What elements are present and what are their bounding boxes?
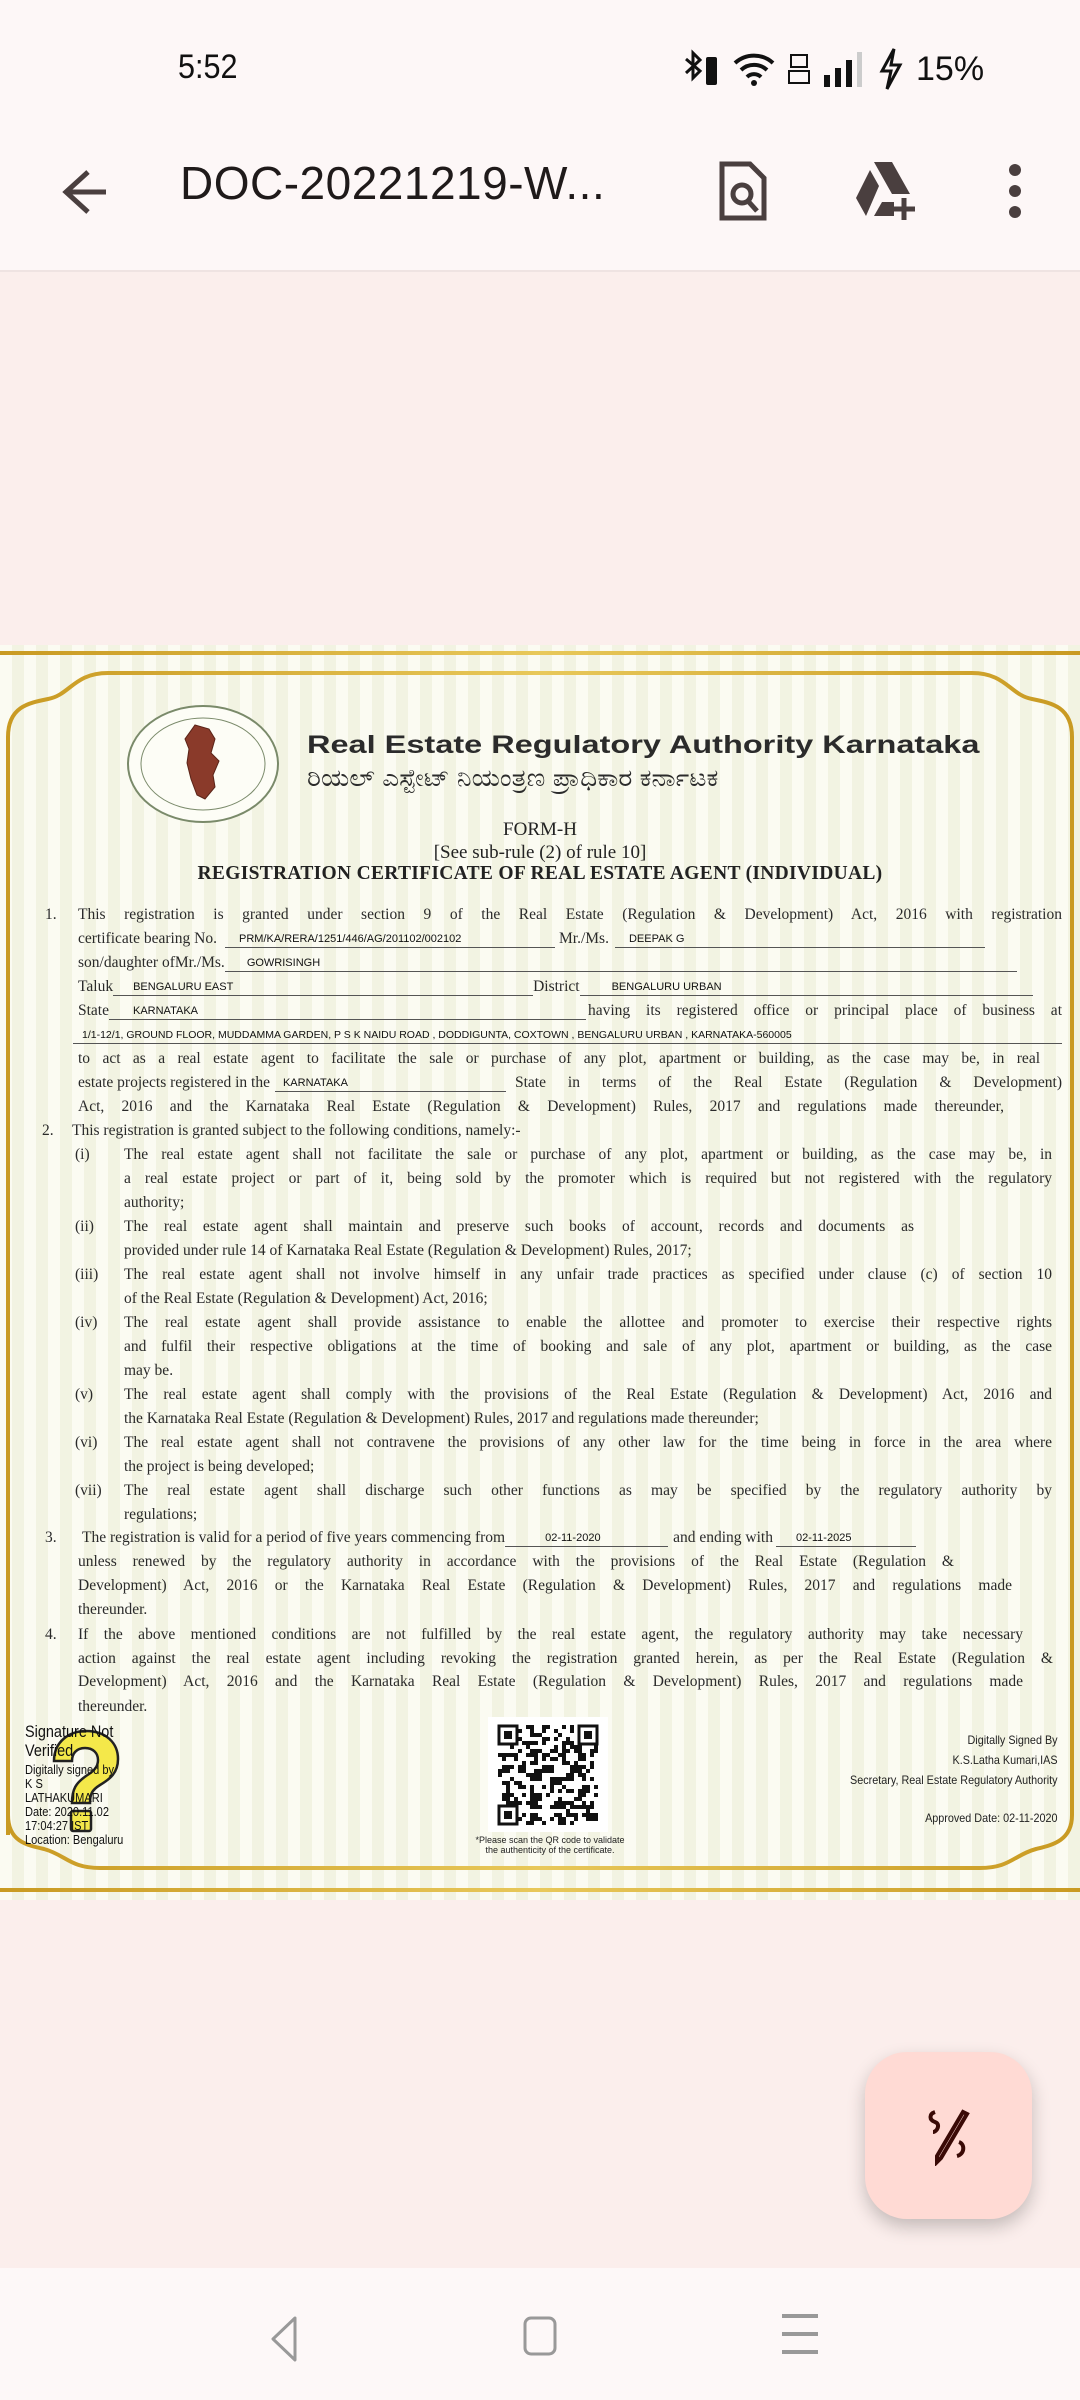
signature-status: Verified — [25, 1741, 74, 1760]
edit-sign-icon — [919, 2106, 979, 2166]
form-title: FORM-H — [503, 819, 577, 840]
parent-name: GOWRISINGH — [225, 954, 1017, 972]
condition-text: The real estate agent shall discharge such other functions as may be specified by the regulatory authority by — [124, 1482, 1052, 1499]
condition-text: and fulfil their respective obligations at the time of booking and sale of any plot, apartment or building, as the case — [124, 1338, 1052, 1355]
certificate-page — [0, 645, 1080, 1900]
more-vert-icon[interactable] — [982, 158, 1048, 224]
district-value: BENGALURU URBAN — [580, 978, 1033, 996]
signature-line: 17:04:27 IST — [25, 1818, 89, 1833]
office-address: 1/1-12/1, GROUND FLOOR, MUDDAMMA GARDEN, P S K NAIDU ROAD , DODDIGUNTA, COXTOWN , BENGALURU URBAN , KARNATAKA-560005 — [73, 1026, 1062, 1044]
signature-line: Date: 2020.11.02 — [25, 1804, 109, 1819]
clause-text: thereunder. — [78, 1698, 148, 1715]
condition-text: The real estate agent shall not facilitate the sale or purchase of any plot, apartment or building, as the case may be, in — [124, 1146, 1052, 1163]
condition-text: The real estate agent shall provide assistance to enable the allottee and promoter to exercise their respective rights — [124, 1314, 1052, 1331]
form-subrule: [See sub-rule (2) of rule 10] — [433, 842, 647, 863]
condition-text: the project is being developed; — [124, 1458, 315, 1475]
signature-status: Signature Not — [25, 1722, 114, 1741]
condition-number: (v) — [75, 1386, 94, 1403]
wifi-icon — [732, 49, 776, 89]
signed-by-block — [850, 1730, 1058, 1828]
file-search-icon[interactable] — [710, 158, 776, 224]
battery-percent: 15% — [916, 49, 985, 88]
signature-line: LATHAKUMARI — [25, 1790, 103, 1805]
condition-text: provided under rule 14 of Karnataka Real Estate (Regulation & Development) Rules, 2017; — [124, 1242, 692, 1259]
qr-caption-line: the authenticity of the certificate. — [485, 1845, 615, 1855]
nav-recents-icon[interactable] — [770, 2308, 830, 2368]
certificate-heading: REGISTRATION CERTIFICATE OF REAL ESTATE AGENT (INDIVIDUAL) — [197, 863, 883, 884]
app-bar — [0, 130, 1080, 272]
approved-date: Approved Date: 02-11-2020 — [925, 1811, 1058, 1825]
registration-number: PRM/KA/RERA/1251/446/AG/201102/002102 — [225, 930, 555, 948]
status-bar — [0, 0, 1080, 130]
qr-caption-line: *Please scan the QR code to validate — [475, 1835, 625, 1845]
condition-text: authority; — [124, 1194, 185, 1211]
signature-line: Location: Bengaluru — [25, 1832, 124, 1847]
condition-number: (iv) — [75, 1314, 98, 1331]
digital-signature-block[interactable] — [25, 1723, 123, 1847]
valid-from-date: 02-11-2020 — [505, 1529, 668, 1547]
condition-text: regulations; — [124, 1506, 198, 1523]
condition-number: (vi) — [75, 1434, 98, 1451]
condition-text: a real estate project or part of it, being sold by the promoter which is required but not registered with the regulatory — [124, 1170, 1052, 1187]
project-state: KARNATAKA — [275, 1074, 506, 1092]
condition-number: (iii) — [75, 1266, 99, 1283]
condition-text: may be. — [124, 1362, 174, 1379]
label-taluk: Taluk — [78, 978, 114, 995]
signer-name: K.S.Latha Kumari,IAS — [952, 1753, 1058, 1767]
clause-text: Act, 2016 and the Karnataka Real Estate (Regulation & Development) Rules, 2017 and regulations made thereunder, — [78, 1098, 1004, 1115]
qr-code — [488, 1717, 608, 1832]
clause-text: This registration is granted under section 9 of the Real Estate (Regulation & Development) Act, 2016 with registration — [78, 906, 1062, 923]
taluk-value: BENGALURU EAST — [113, 978, 533, 996]
clause-number: 3. — [45, 1529, 57, 1546]
label-parent: son/daughter ofMr./Ms. — [78, 954, 225, 971]
condition-number: (i) — [75, 1146, 90, 1163]
clause-text: State in terms of the Real Estate (Regulation & Development) — [514, 1074, 1062, 1091]
condition-text: of the Real Estate (Regulation & Development) Act, 2016; — [124, 1290, 488, 1307]
back-arrow-icon[interactable] — [52, 160, 116, 224]
clause-text: If the above mentioned conditions are not fulfilled by the real estate agent, the regulatory authority may take necessary — [78, 1626, 1023, 1643]
clause-text: thereunder. — [78, 1601, 148, 1618]
navigation-bar — [0, 2268, 1080, 2400]
label-district: District — [533, 978, 580, 995]
signal-icon — [822, 49, 866, 89]
organization-name: Real Estate Regulatory Authority Karnataka — [307, 731, 980, 759]
clause-number: 2. — [42, 1122, 54, 1139]
bluetooth-icon — [682, 49, 720, 89]
condition-text: The real estate agent shall comply with the provisions of the Real Estate (Regulation & Development) Act, 2016 and — [124, 1386, 1052, 1403]
state-value: KARNATAKA — [109, 1002, 586, 1020]
nav-back-icon[interactable] — [255, 2308, 315, 2368]
clause-text: estate projects registered in the — [78, 1074, 270, 1091]
organization-name-kannada: ರಿಯಲ್ ಎಸ್ಟೇಟ್ ನಿಯಂತ್ರಣ ಪ್ರಾಧಿಕಾರ ಕರ್ನಾಟಕ — [307, 765, 719, 792]
signed-by-label: Digitally Signed By — [967, 1733, 1058, 1747]
clause-text: Development) Act, 2016 and the Karnataka Real Estate (Regulation & Development) Rules, 2017 and regulations made — [78, 1673, 1023, 1690]
signer-title: Secretary, Real Estate Regulatory Authority — [850, 1773, 1058, 1787]
signature-line: Digitally signed by — [25, 1762, 115, 1777]
rera-karnataka-logo — [125, 703, 281, 825]
clause-text: unless renewed by the regulatory authority in accordance with the provisions of the Real Estate (Regulation & — [78, 1553, 954, 1570]
clause-number: 1. — [45, 906, 57, 923]
clause-text: and ending with — [673, 1529, 773, 1546]
condition-text: The real estate agent shall not contravene the provisions of any other law for the time being in force in the area where — [124, 1434, 1052, 1451]
condition-number: (ii) — [75, 1218, 94, 1235]
label-state: State — [78, 1002, 109, 1019]
clause-text: having its registered office or principal place of business at — [588, 1002, 1062, 1019]
clause-text: This registration is granted subject to the following conditions, namely:- — [72, 1122, 521, 1139]
nav-home-icon[interactable] — [510, 2308, 570, 2368]
status-time: 5:52 — [178, 48, 238, 86]
condition-text: The real estate agent shall maintain and preserve such books of account, records and documents as — [124, 1218, 914, 1235]
clause-text: action against the real estate agent including revoking the registration granted herein, as per the Real Estate (Regulation & — [78, 1650, 1053, 1667]
clause-text: to act as a real estate agent to facilitate the sale or purchase of any plot, apartment or building, as the case may be, in real — [78, 1050, 1040, 1067]
valid-to-date: 02-11-2025 — [776, 1529, 916, 1547]
clause-text: The registration is valid for a period of five years commencing from — [82, 1529, 506, 1546]
condition-text: The real estate agent shall not involve himself in any unfair trade practices as specified under clause (c) of section 10 — [124, 1266, 1052, 1283]
charging-icon — [878, 47, 904, 91]
fill-and-sign-button[interactable] — [865, 2052, 1032, 2219]
volte-icon — [788, 49, 810, 89]
clause-text: Development) Act, 2016 or the Karnataka Real Estate (Regulation & Development) Rules, 2017 and regulations made — [78, 1577, 1012, 1594]
qr-caption — [430, 1835, 670, 1855]
drive-add-icon[interactable] — [852, 158, 918, 224]
clause-number: 4. — [45, 1626, 57, 1643]
signature-line: K S — [25, 1776, 43, 1791]
agent-name: DEEPAK G — [615, 930, 985, 948]
condition-text: the Karnataka Real Estate (Regulation & Development) Rules, 2017 and regulations made thereunder; — [124, 1410, 759, 1427]
condition-number: (vii) — [75, 1482, 102, 1499]
label-mr-ms: Mr./Ms. — [559, 930, 609, 947]
document-title: DOC-20221219-W... — [180, 157, 606, 209]
label-certificate-no: certificate bearing No. — [78, 930, 217, 947]
